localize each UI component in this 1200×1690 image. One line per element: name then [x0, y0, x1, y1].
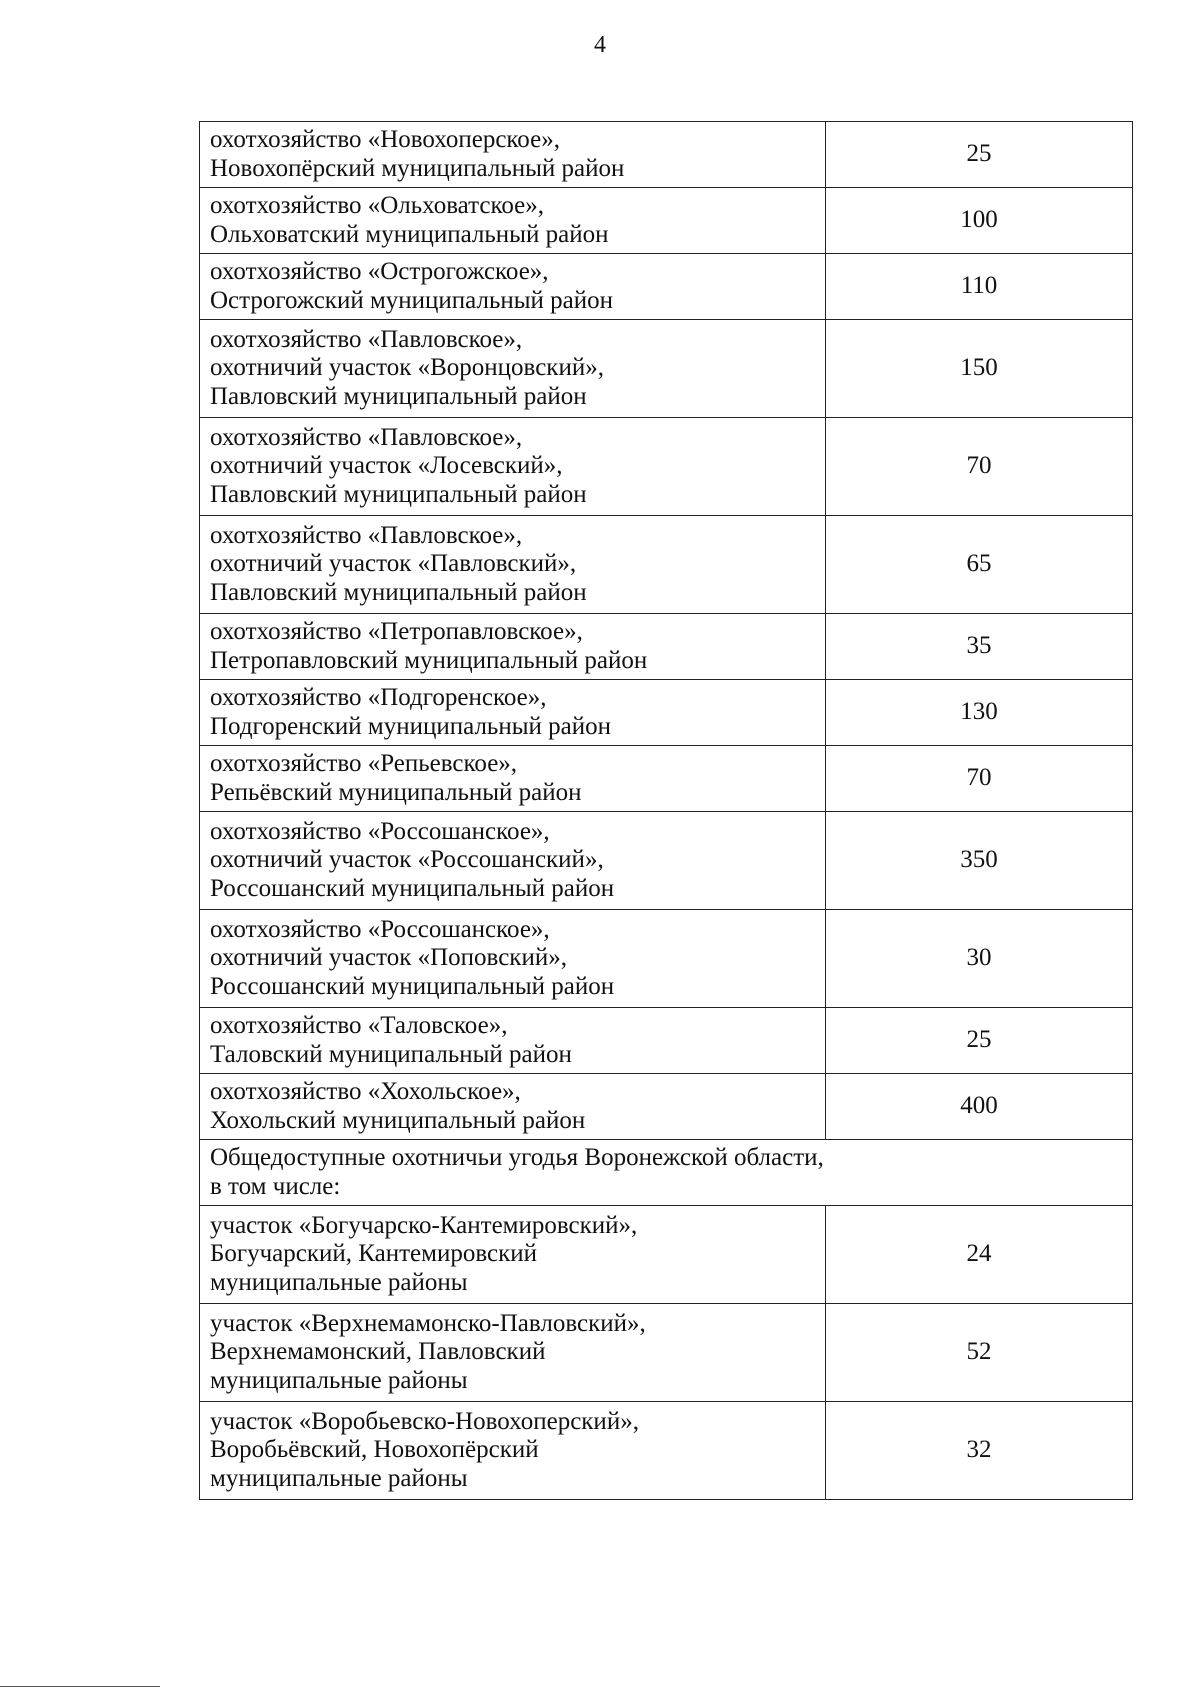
table-row — [200, 746, 1133, 812]
ground-name-cell: участок «Верхнемамонско-Павловский», Верхнемамонский, Павловский муниципальные районы — [200, 1304, 826, 1402]
table-row — [200, 516, 1133, 614]
ground-name-cell: охотхозяйство «Павловское», охотничий участок «Воронцовский», Павловский муниципальный район — [200, 320, 826, 418]
table-row — [200, 1206, 1133, 1304]
ground-value-cell: 70 — [826, 746, 1133, 812]
section-title: Общедоступные охотничьи угодья Воронежской области, в том числе: — [200, 1140, 1133, 1206]
ground-value-cell: 35 — [826, 614, 1133, 680]
ground-value-cell: 150 — [826, 320, 1133, 418]
ground-name-cell: участок «Воробьевско-Новохоперский», Воробьёвский, Новохопёрский муниципальные районы — [200, 1402, 826, 1500]
ground-name-cell: охотхозяйство «Россошанское», охотничий участок «Россошанский», Россошанский муниципальный район — [200, 812, 826, 910]
table-row — [200, 418, 1133, 516]
ground-value-cell: 24 — [826, 1206, 1133, 1304]
ground-name-cell: охотхозяйство «Ольховатское», Ольховатский муниципальный район — [200, 188, 826, 254]
table-row — [200, 188, 1133, 254]
ground-name-cell: охотхозяйство «Петропавловское», Петропавловский муниципальный район — [200, 614, 826, 680]
table-row — [200, 1074, 1133, 1140]
ground-name-cell: охотхозяйство «Павловское», охотничий участок «Павловский», Павловский муниципальный район — [200, 516, 826, 614]
ground-name-cell: охотхозяйство «Россошанское», охотничий участок «Поповский», Россошанский муниципальный район — [200, 910, 826, 1008]
section-header-row — [200, 1140, 1133, 1206]
ground-value-cell: 25 — [826, 1008, 1133, 1074]
table-row — [200, 812, 1133, 910]
table-row — [200, 320, 1133, 418]
ground-name-cell: охотхозяйство «Острогожское», Острогожский муниципальный район — [200, 254, 826, 320]
ground-name-cell: охотхозяйство «Новохоперское», Новохопёрский муниципальный район — [200, 122, 826, 188]
table-row — [200, 1304, 1133, 1402]
ground-name-cell: охотхозяйство «Павловское», охотничий участок «Лосевский», Павловский муниципальный район — [200, 418, 826, 516]
ground-name-cell: охотхозяйство «Репьевское», Репьёвский муниципальный район — [200, 746, 826, 812]
ground-value-cell: 350 — [826, 812, 1133, 910]
table-row — [200, 1008, 1133, 1074]
ground-name-cell: охотхозяйство «Таловское», Таловский муниципальный район — [200, 1008, 826, 1074]
ground-value-cell: 100 — [826, 188, 1133, 254]
ground-value-cell: 32 — [826, 1402, 1133, 1500]
table-row — [200, 614, 1133, 680]
ground-name-cell: охотхозяйство «Хохольское», Хохольский муниципальный район — [200, 1074, 826, 1140]
hunting-grounds-table — [199, 121, 1133, 1500]
table-row — [200, 254, 1133, 320]
ground-value-cell: 400 — [826, 1074, 1133, 1140]
ground-value-cell: 110 — [826, 254, 1133, 320]
ground-value-cell: 30 — [826, 910, 1133, 1008]
ground-name-cell: участок «Богучарско-Кантемировский», Богучарский, Кантемировский муниципальные районы — [200, 1206, 826, 1304]
table-row — [200, 680, 1133, 746]
ground-value-cell: 25 — [826, 122, 1133, 188]
footer-rule — [0, 1686, 160, 1687]
ground-value-cell: 70 — [826, 418, 1133, 516]
ground-name-cell: охотхозяйство «Подгоренское», Подгоренский муниципальный район — [200, 680, 826, 746]
ground-value-cell: 130 — [826, 680, 1133, 746]
page-number: 4 — [594, 32, 606, 58]
ground-value-cell: 65 — [826, 516, 1133, 614]
table-row — [200, 910, 1133, 1008]
ground-value-cell: 52 — [826, 1304, 1133, 1402]
table-row — [200, 122, 1133, 188]
table-row — [200, 1402, 1133, 1500]
